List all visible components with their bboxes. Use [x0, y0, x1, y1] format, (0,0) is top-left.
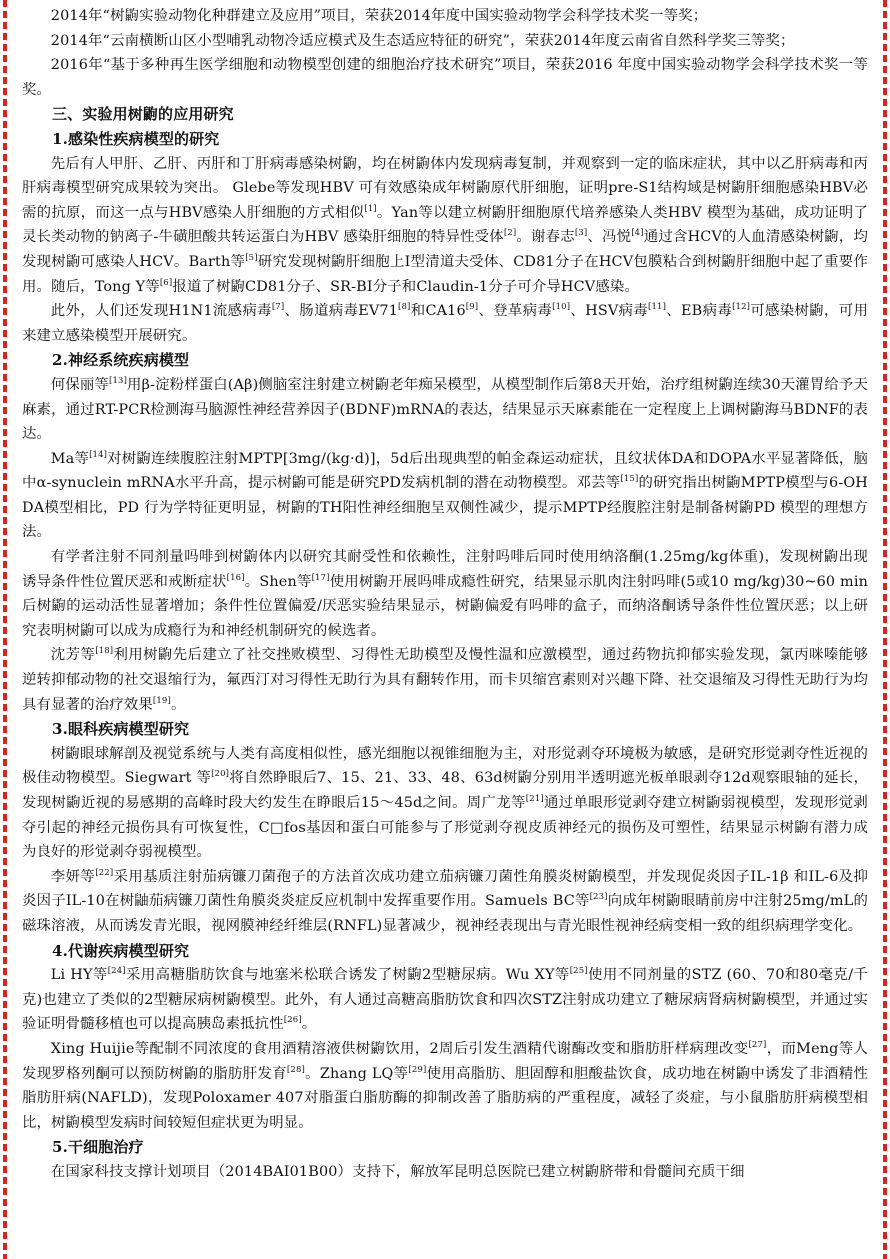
text-run: 使用不同剂量的STZ (60、70和80毫克/千克)也建立了类似的2型糖尿病树鼩模型。此外，有人通过高糖高脂肪饮食和四次STZ注射成功建立了糖尿病肾病树鼩模型，并通过实验证明骨髓移植也可以提高胰岛素抵抗性 [22, 967, 869, 1033]
text-run: 、HSV病毒 [570, 303, 649, 320]
text-run: ，而Meng等人发现罗格列酮可以预防树鼩的脂肪肝发育 [22, 1040, 868, 1082]
text-run: 的研究指出树鼩MPTP模型与6-OHDA模型相比，PD 行为学特征更明显，树鼩的TH阳性神经细胞呈双侧性减少，提示MPTP经腹腔注射是制备树鼩PD 模型的理想方法。 [22, 475, 868, 541]
body-paragraph [22, 742, 868, 865]
citation-ref: [23] [589, 892, 608, 903]
document-body [22, 4, 868, 1185]
citation-ref: [14] [89, 449, 108, 460]
text-run: Ma等 [50, 450, 90, 467]
citation-ref: [16] [226, 572, 245, 583]
text-run: 。谢春志 [516, 229, 575, 246]
text-run: 此外，人们还发现H1N1流感病毒 [50, 303, 272, 320]
text-run: 研究发现树鼩肝细胞上Ⅰ型清道夫受体、CD81分子在HCV包膜粘合到树鼩肝细胞中起了重要作用。随后，Tong Y等 [22, 253, 868, 295]
citation-ref: [25] [569, 966, 588, 977]
text-run: 。 [170, 696, 186, 713]
text-run: 、登革病毒 [478, 303, 553, 320]
text-run: 有学者注射不同剂量吗啡到树鼩体内以研究其耐受性和依赖性，注射吗啡后同时使用纳洛酮(1.25mg/kg体重)，发现树鼩出现诱导条件性位置厌恶和戒断症状 [22, 549, 868, 590]
text-run: 、肠道病毒EV71 [284, 303, 399, 320]
text-run: 通过含HCV的人血清感染树鼩，均发现树鼩可感染人HCV。Barth等 [22, 229, 868, 270]
subsection-heading: 5.干细胞治疗 [52, 1138, 144, 1157]
citation-ref: [1] [364, 203, 377, 214]
body-paragraph [22, 1037, 868, 1135]
citation-ref: [13] [108, 376, 128, 387]
text-run: 利用树鼩先后建立了社交挫败模型、习得性无助模型及慢性温和应激模型，通过药物抗抑郁实验发现，氯丙咪嗪能够逆转抑郁动物的社交退缩行为，氟西汀对习得性无助行为具有翻转作用，而卡贝缩宫素则对兴趣下降、社交退缩及习得性无助行为均具有显著的治疗效果 [22, 647, 869, 713]
text-run: 。Shen等 [244, 573, 312, 590]
body-paragraph: 2016年“基于多种再生医学细胞和动物模型创建的细胞治疗技术研究”项目，荣获2016 年度中国实验动物学会科学技术奖一等奖。 [22, 57, 868, 98]
text-run: 采用基质注射茄病镰刀菌孢子的方法首次成功建立茄病镰刀菌性角膜炎树鼩模型，并发现促炎因子IL-1β 和IL-6及抑炎因子IL-10在树鼬茄病镰刀菌性角膜炎炎症反应机制中发挥重要作用。Samuels BC等 [22, 868, 868, 910]
citation-ref: [24] [107, 966, 126, 977]
subsection-heading: 2.神经系统疾病模型 [52, 351, 190, 370]
body-paragraph [22, 152, 868, 300]
citation-ref: [26] [283, 1015, 302, 1026]
body-paragraph [22, 643, 868, 717]
body-paragraph [22, 299, 868, 348]
citation-ref: [12] [732, 302, 751, 313]
text-run: 使用高脂肪、胆固醇和胆酸盐饮食，成功地在树鼩中诱发了非酒精性脂肪肝病(NAFLD)，发现Poloxamer 407对脂蛋白脂肪酶的抑制改善了脂肪病的严重程度，减轻了炎症，与小鼠脂肪肝病模型相比，树鼩模型发病时间较短但症状更为明显。 [22, 1065, 868, 1131]
body-paragraph [22, 447, 868, 545]
citation-ref: [9] [465, 302, 479, 313]
body-paragraph: 在国家科技支撑计划项目（2014BAI01B00）支持下，解放军昆明总医院已建立树鼩脐带和骨髓间充质干细 [50, 1163, 745, 1180]
citation-ref: [28] [286, 1064, 305, 1075]
citation-ref: [19] [152, 695, 171, 706]
text-run: 采用高糖脂肪饮食与地塞米松联合诱发了树鼩2型糖尿病。Wu XY等 [125, 967, 570, 984]
citation-ref: [21] [525, 794, 544, 805]
citation-ref: [22] [95, 867, 114, 878]
text-run: 通过单眼形觉剥夺建立树鼩弱视模型，发现形觉剥夺引起的神经元损伤具有可恢复性，C□fos基因和蛋白可能参与了形觉剥夺视皮质神经元的损伤及可塑性，结果显示树鼩有潜力成为良好的形觉剥夺弱视模型。 [22, 795, 868, 861]
text-run: 先后有人甲肝、乙肝、丙肝和丁肝病毒感染树鼩，均在树鼩体内发现病毒复制，并观察到一定的临床症状，其中以乙肝病毒和丙肝病毒模型研究成果较为突出。 Glebe等发现HBV 可有效感染成年树鼩原代肝细胞，证明pre-S1结构域是树鼩肝细胞感染HBV必需的抗原，而这一点与HBV感染人肝细胞的方式相似 [22, 155, 868, 221]
citation-ref: [29] [408, 1064, 427, 1075]
text-run: Xing Huijie等配制不同浓度的食用酒精溶液供树鼩饮用，2周后引发生酒精代谢酶改变和脂肪肝样病理改变 [50, 1040, 749, 1057]
text-run: 何保丽等 [50, 376, 109, 393]
body-paragraph: 2014年“树鼩实验动物化种群建立及应用”项目，荣获2014年度中国实验动物学会科学技术奖一等奖； [50, 8, 708, 24]
text-run: 对树鼩连续腹腔注射MPTP[3mg/(kg·d)]，5d后出现典型的帕金森运动症状，且纹状体DA和DOPA水平显著降低，脑中α-synuclein mRNA水平升高，提示树鼩可能是研究PD发病机制的潜在动物模型。邓芸等 [22, 450, 868, 492]
citation-ref: [20] [211, 769, 230, 780]
right-dashed-border [883, 0, 887, 1259]
citation-ref: [27] [748, 1040, 767, 1051]
citation-ref: [11] [648, 302, 667, 313]
text-run: 将自然睁眼后7、15、21、33、48、63d树鼩分别用半透明遮光板单眼剥夺12d观察眼轴的延长，发现树鼩近视的易感期的高峰时段大约发生在睁眼后15～45d之间。周广龙等 [22, 770, 868, 811]
body-paragraph [22, 545, 868, 643]
citation-ref: [8] [398, 302, 411, 313]
section-heading: 三、实验用树鼩的应用研究 [52, 105, 234, 124]
citation-ref: [6] [159, 277, 173, 288]
citation-ref: [15] [620, 474, 639, 485]
citation-ref: [5] [245, 253, 258, 264]
text-run: 树鼩眼球解剖及视觉系统与人类有高度相似性，感光细胞以视锥细胞为主，对形觉剥夺环境极为敏感，是研究形觉剥夺性近视的极佳动物模型。Siegwart 等 [22, 745, 868, 787]
text-run: 和CA16 [410, 303, 466, 320]
text-run: 用β-淀粉样蛋白(Aβ)侧脑室注射建立树鼩老年痴呆模型，从模型制作后第8天开始，治疗组树鼩连续30天灌胃给予天麻素，通过RT-PCR检测海马脑源性神经营养因子(BDNF)mRNA的表达，结果显示天麻素能在一定程度上上调树鼩海马BDNF的表达。 [22, 376, 869, 443]
citation-ref: [3] [574, 228, 588, 239]
text-run: 李妍等 [50, 868, 96, 885]
text-run: 、冯悦 [587, 229, 632, 246]
text-run: 可感染树鼩，可用来建立感染模型开展研究。 [22, 303, 868, 344]
text-run: Li HY等 [50, 967, 108, 984]
text-run: 报道了树鼩CD81分子、SR-BI分子和Claudin-1分子可介导HCV感染。 [172, 278, 639, 295]
citation-ref: [18] [95, 646, 114, 657]
citation-ref: [2] [503, 228, 517, 239]
body-paragraph [22, 373, 868, 447]
citation-ref: [17] [311, 572, 330, 583]
text-run: 向成年树鼩眼睛前房中注射25mg/mL的磁珠溶液，从而诱发青光眼，视网膜神经纤维层(RNFL)显著减少，视神经表现出与青光眼性视神经病变相一致的组织病理学变化。 [22, 893, 868, 934]
citation-ref: [4] [631, 228, 644, 239]
text-run: 使用树鼩开展吗啡成瘾性研究，结果显示肌肉注射吗啡(5或10 mg/kg)30~60 min后树鼩的运动活性显著增加；条件性位置偏爱/厌恶实验结果显示，树鼩偏爱有吗啡的盒子，而纳洛酮诱导条件性位置厌恶；以上研究表明树鼩可以成为成瘾行为和神经机制研究的候选者。 [22, 573, 868, 639]
citation-ref: [10] [552, 302, 571, 313]
body-paragraph [22, 865, 868, 939]
text-run: 沈芳等 [50, 647, 96, 664]
left-dashed-border [3, 0, 7, 1259]
body-paragraph: 2014年“云南横断山区小型哺乳动物冷适应模式及生态适应特征的研究”，荣获2014年度云南省自然科学奖三等奖； [50, 32, 795, 49]
text-run: 。Zhang LQ等 [304, 1065, 409, 1082]
subsection-heading: 3.眼科疾病模型研究 [52, 720, 190, 739]
text-run: 、EB病毒 [666, 303, 733, 320]
subsection-heading: 4.代谢疾病模型研究 [52, 941, 190, 960]
body-paragraph [22, 963, 868, 1037]
subsection-heading: 1.感染性疾病模型的研究 [52, 129, 220, 148]
citation-ref: [7] [271, 302, 285, 313]
text-run: 。 [301, 1016, 317, 1033]
text-run: 。Yan等以建立树鼩肝细胞原代培养感染人类HBV 模型为基础，成功证明了灵长类动物的钠离子-牛磺胆酸共转运蛋白为HBV 感染肝细胞的特异性受体 [22, 204, 868, 246]
